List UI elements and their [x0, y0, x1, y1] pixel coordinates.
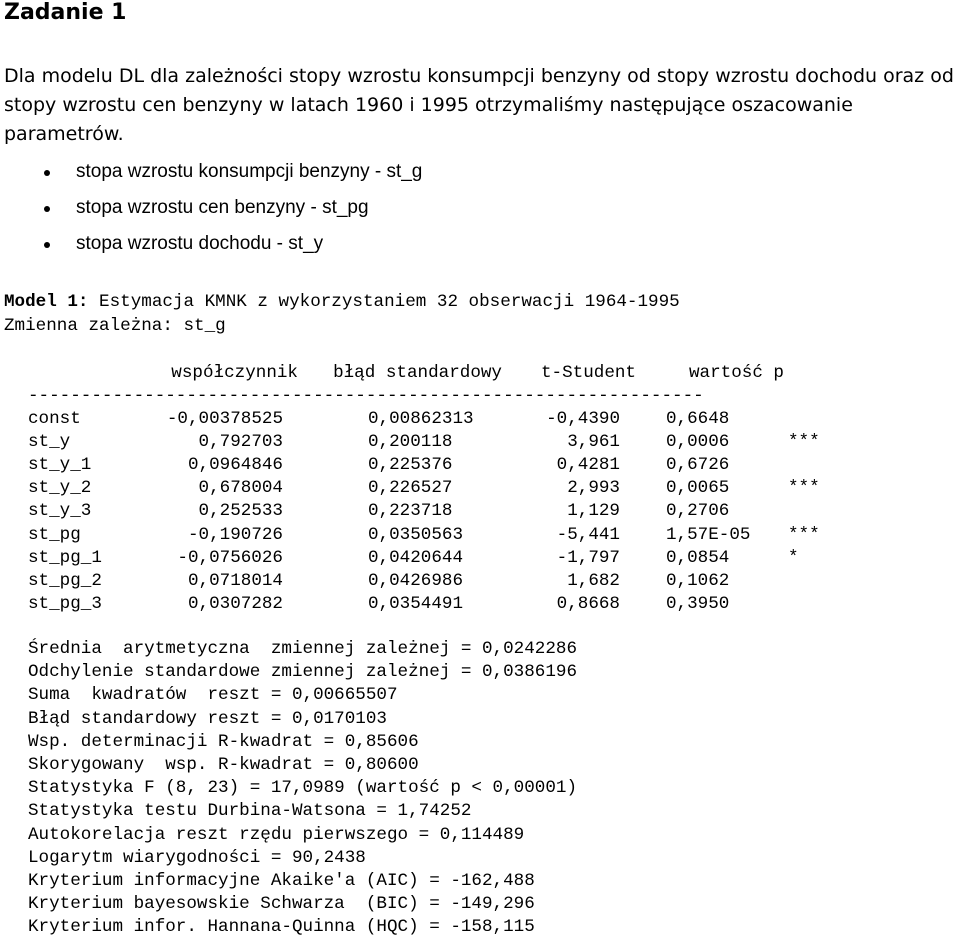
table-row	[28, 500, 838, 523]
significance-cell	[784, 593, 838, 616]
bullet-icon	[44, 242, 50, 248]
list-item	[0, 190, 422, 226]
header-significance	[784, 362, 838, 385]
intro-paragraph: Dla modelu DL dla zależności stopy wzrostu konsumpcji benzyny od stopy wzrostu dochodu oraz od stopy wzrostu cen benzyny w latach 1960 i 1995 otrzymaliśmy następujące oszacowanie parametrów.	[4, 65, 954, 145]
p-value-cell: 0,2706	[666, 501, 730, 522]
bullet-icon	[44, 206, 50, 212]
p-value-cell: 0,0854	[666, 547, 730, 568]
variable-list	[0, 154, 422, 262]
coefficient-value: 0,252533	[198, 501, 283, 522]
statistic-line: Suma kwadratów reszt = 0,00665507	[28, 685, 398, 706]
significance-cell: ***	[788, 524, 820, 545]
page-title: Zadanie 1	[4, 0, 127, 25]
coefficient-cell	[148, 593, 298, 616]
coefficient-value: 0,0964846	[187, 455, 283, 476]
list-item-text: stopa wzrostu konsumpcji benzyny - st_g	[76, 161, 423, 182]
list-item	[0, 154, 422, 190]
table-separator: ----------------------------------------------------------------	[28, 386, 704, 406]
bullet-icon	[44, 170, 50, 176]
standard-error-cell: 0,223718	[368, 501, 453, 522]
table-header-row	[28, 362, 838, 385]
coefficient-cell	[148, 477, 298, 500]
coefficient-cell	[148, 524, 298, 547]
standard-error-cell: 0,00862313	[368, 409, 474, 430]
statistic-line: Wsp. determinacji R-kwadrat = 0,85606	[28, 731, 419, 752]
model-description: Estymacja KMNK z wykorzystaniem 32 obserwacji 1964-1995	[99, 292, 680, 312]
header-variable	[28, 362, 148, 385]
statistic-line: Skorygowany wsp. R-kwadrat = 0,80600	[28, 754, 419, 775]
t-student-cell: 0,4281	[556, 455, 620, 476]
p-value-cell: 0,0065	[666, 478, 730, 499]
coefficient-cell	[148, 408, 298, 431]
variable-cell: const	[28, 409, 81, 430]
statistic-line: Odchylenie standardowe zmiennej zależnej = 0,0386196	[28, 662, 578, 683]
header-coefficient: współczynnik	[171, 363, 298, 383]
statistic-line: Logarytm wiarygodności = 90,2438	[28, 847, 366, 868]
coefficient-value: 0,792703	[198, 432, 283, 453]
coefficient-value: -0,00378525	[166, 409, 283, 430]
t-student-cell: -1,797	[556, 547, 620, 568]
p-value-cell: 0,6648	[666, 409, 730, 430]
header-standard-error: błąd standardowy	[333, 363, 502, 383]
variable-cell: st_pg_1	[28, 547, 102, 568]
standard-error-cell: 0,0350563	[368, 524, 464, 545]
t-student-cell: 3,961	[567, 432, 620, 453]
table-row	[28, 477, 838, 500]
variable-cell: st_pg_3	[28, 593, 102, 614]
significance-cell	[784, 408, 838, 431]
statistic-line: Statystyka F (8, 23) = 17,0989 (wartość p < 0,00001)	[28, 778, 578, 799]
coefficient-value: 0,0718014	[187, 570, 283, 591]
statistic-line: Kryterium bayesowskie Schwarza (BIC) = -149,296	[28, 894, 535, 915]
t-student-cell: 2,993	[567, 478, 620, 499]
coefficient-cell	[148, 431, 298, 454]
model-heading	[4, 291, 680, 314]
p-value-cell: 0,3950	[666, 593, 730, 614]
t-student-cell: 1,682	[567, 570, 620, 591]
statistic-line: Autokorelacja reszt rzędu pierwszego = 0,114489	[28, 824, 525, 845]
t-student-cell: -0,4390	[546, 409, 620, 430]
t-student-cell: -5,441	[556, 524, 620, 545]
table-row	[28, 570, 838, 593]
model-label: Model 1:	[4, 292, 89, 312]
significance-cell	[784, 500, 838, 523]
list-item	[0, 226, 422, 262]
p-value-cell: 1,57E-05	[666, 524, 751, 545]
statistic-line: Statystyka testu Durbina-Watsona = 1,74252	[28, 801, 472, 822]
header-p-value: wartość p	[688, 363, 784, 383]
variable-cell: st_pg	[28, 524, 81, 545]
table-row	[28, 454, 838, 477]
coefficient-cell	[148, 547, 298, 570]
coefficient-value: 0,678004	[198, 478, 283, 499]
coefficient-cell	[148, 500, 298, 523]
t-student-cell: 0,8668	[556, 593, 620, 614]
coefficient-value: -0,0756026	[177, 547, 283, 568]
standard-error-cell: 0,0354491	[368, 593, 464, 614]
t-student-cell: 1,129	[567, 501, 620, 522]
table-row	[28, 408, 838, 431]
statistic-line: Średnia arytmetyczna zmiennej zależnej = 0,0242286	[28, 639, 578, 659]
coefficient-cell	[148, 454, 298, 477]
variable-cell: st_y_2	[28, 478, 92, 499]
statistic-line: Kryterium infor. Hannana-Quinna (HQC) = -158,115	[28, 917, 535, 938]
p-value-cell: 0,0006	[666, 432, 730, 453]
variable-cell: st_pg_2	[28, 570, 102, 591]
table-row	[28, 431, 838, 454]
significance-cell	[784, 570, 838, 593]
standard-error-cell: 0,200118	[368, 432, 453, 453]
variable-cell: st_y	[28, 432, 71, 453]
significance-cell: ***	[788, 432, 820, 453]
summary-statistics	[28, 638, 577, 939]
list-item-text: stopa wzrostu dochodu - st_y	[76, 233, 324, 254]
standard-error-cell: 0,225376	[368, 455, 453, 476]
significance-cell: ***	[788, 478, 820, 499]
coefficient-value: -0,190726	[187, 524, 283, 545]
significance-cell	[784, 454, 838, 477]
statistic-line: Kryterium informacyjne Akaike'a (AIC) = -162,488	[28, 870, 535, 891]
coefficient-value: 0,0307282	[187, 593, 283, 614]
table-row	[28, 593, 838, 616]
statistic-line: Błąd standardowy reszt = 0,0170103	[28, 708, 387, 729]
standard-error-cell: 0,226527	[368, 478, 453, 499]
table-row	[28, 524, 838, 547]
variable-cell: st_y_1	[28, 455, 92, 476]
p-value-cell: 0,6726	[666, 455, 730, 476]
p-value-cell: 0,1062	[666, 570, 730, 591]
significance-cell: *	[788, 547, 799, 568]
variable-cell: st_y_3	[28, 501, 92, 522]
list-item-text: stopa wzrostu cen benzyny - st_pg	[76, 197, 369, 218]
header-t-student: t-Student	[540, 363, 636, 383]
standard-error-cell: 0,0420644	[368, 547, 464, 568]
coefficient-cell	[148, 570, 298, 593]
standard-error-cell: 0,0426986	[368, 570, 464, 591]
dependent-variable: Zmienna zależna: st_g	[4, 316, 226, 336]
table-row	[28, 547, 838, 570]
